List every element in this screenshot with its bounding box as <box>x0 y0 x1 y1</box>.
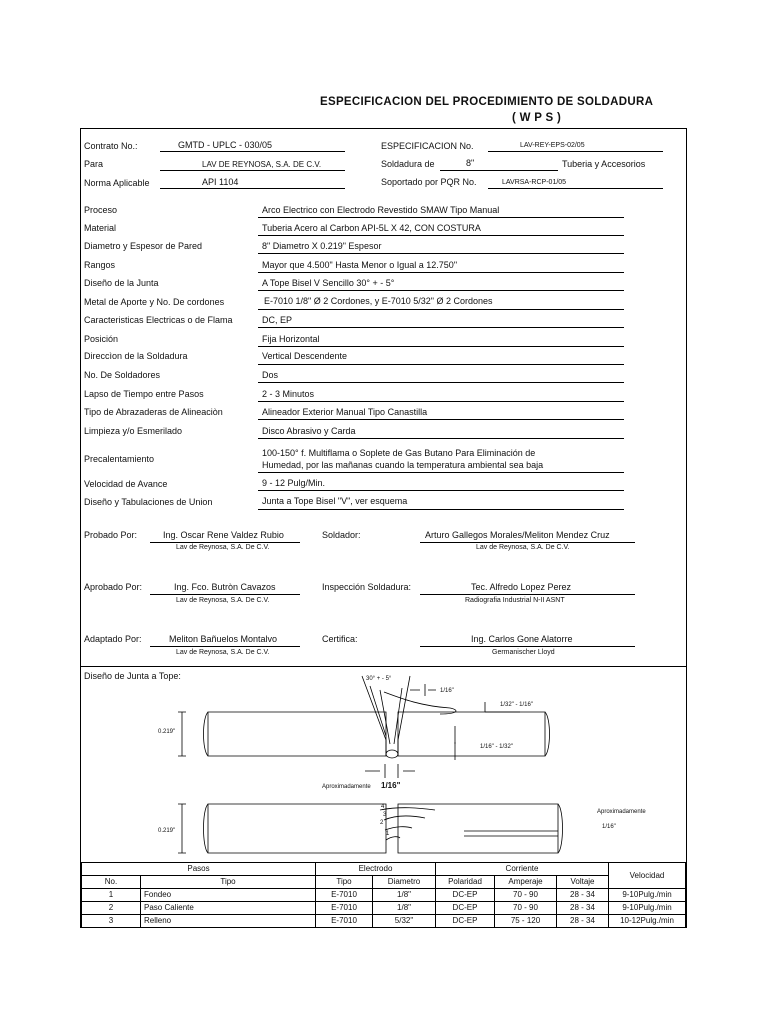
precal-line2: Humedad, por las mañanas cuando la temperatura ambiental sea baja <box>262 460 544 470</box>
sig-left-name: Ing. Oscar Rene Valdez Rubio <box>163 530 284 540</box>
passes-table <box>81 862 686 928</box>
diagram-title: Diseño de Junta a Tope: <box>84 671 181 681</box>
cell-no: 2 <box>82 902 141 915</box>
sig-left-org: Lav de Reynosa, S.A. De C.V. <box>176 649 270 656</box>
norma-value: API 1104 <box>202 177 239 187</box>
diagram-gap-top: 1/16" <box>440 688 454 694</box>
pass-number: 1 <box>386 831 390 837</box>
cell-pol: DC-EP <box>436 915 495 928</box>
pqr-label: Soportado por PQR No. <box>381 177 477 187</box>
diagram-thickness-2: 0.219" <box>158 828 176 834</box>
sig-right-org: Radiografia Industrial N-II ASNT <box>465 597 565 604</box>
spec-label: No. De Soldadores <box>84 370 161 380</box>
spec-label: Direccìon de la Soldadura <box>84 351 188 361</box>
sig-left-org: Lav de Reynosa, S.A. De C.V. <box>176 544 270 551</box>
cell-diam: 1/8" <box>373 889 436 902</box>
diagram-aprox-2: Aproximadamente <box>597 809 646 815</box>
contrato-value: GMTD - UPLC - 030/05 <box>178 140 273 150</box>
spec-value: Junta a Tope Bisel "V", ver esquema <box>262 496 408 506</box>
th-pasos: Pasos <box>82 863 316 876</box>
spec-value: DC, EP <box>262 315 293 325</box>
th-etipo: Tipo <box>316 876 373 889</box>
cell-no: 1 <box>82 889 141 902</box>
table-row <box>82 915 686 928</box>
sig-left-name: Meliton Bañuelos Montalvo <box>169 634 278 644</box>
cell-etipo: E-7010 <box>316 915 373 928</box>
espec-value: LAV-REY-EPS-02/05 <box>520 142 585 149</box>
para-label: Para <box>84 159 104 169</box>
cell-vel: 10-12Pulg./min <box>609 915 686 928</box>
spec-label: Metal de Aporte y No. De cordones <box>84 297 225 307</box>
spec-value: Alineador Exterior Manual Tipo Canastilla <box>262 407 428 417</box>
pqr-value: LAVRSA-RCP-01/05 <box>502 179 567 186</box>
th-no: No. <box>82 876 141 889</box>
spec-value: A Tope Bisel V Sencillo 30° + - 5° <box>262 278 395 288</box>
spec-label: Diametro y Espesor de Pared <box>84 241 203 251</box>
precal-label: Precalentamiento <box>84 454 155 464</box>
th-polaridad: Polaridad <box>436 876 495 889</box>
spec-value: Vertical Descendente <box>262 351 348 361</box>
table-row <box>82 902 686 915</box>
diagram-gap-2: 1/16" <box>602 824 616 830</box>
cell-tipo: Paso Caliente <box>141 902 316 915</box>
cell-pol: DC-EP <box>436 889 495 902</box>
precal-line1: 100-150° f. Multiflama o Soplete de Gas Butano Para Eliminación de <box>262 448 536 458</box>
sig-left-label: Adaptado Por: <box>84 634 142 644</box>
spec-value: Dos <box>262 370 279 380</box>
diagram-thickness-1: 0.219" <box>158 729 176 735</box>
soldadura-label: Soldadura de <box>381 159 435 169</box>
cell-vel: 9-10Pulg./min <box>609 889 686 902</box>
cell-pol: DC-EP <box>436 902 495 915</box>
diagram-root: 1/16" - 1/32" <box>480 744 513 750</box>
spec-value: Mayor que 4.500" Hasta Menor o Igual a 12.750" <box>262 260 458 270</box>
diagram-aprox-1: Aproximadamente <box>322 784 371 790</box>
cell-amp: 70 - 90 <box>495 889 557 902</box>
cell-etipo: E-7010 <box>316 902 373 915</box>
th-velocidad: Velocidad <box>609 863 686 889</box>
cell-diam: 1/8" <box>373 902 436 915</box>
spec-value: Disco Abrasivo y Carda <box>262 426 356 436</box>
soldadura-suffix: Tuberia y Accesorios <box>562 159 646 169</box>
spec-label: Material <box>84 223 117 233</box>
sig-right-org: Lav de Reynosa, S.A. De C.V. <box>476 544 570 551</box>
sig-left-label: Probado Por: <box>84 530 138 540</box>
spec-value: 9 - 12 Pulg/Min. <box>262 478 326 488</box>
pass-number: 3 <box>383 812 387 818</box>
page-title: ESPECIFICACION DEL PROCEDIMIENTO DE SOLDADURA <box>320 96 654 108</box>
para-value: LAV DE REYNOSA, S.A. DE C.V. <box>202 160 322 169</box>
th-tipo: Tipo <box>141 876 316 889</box>
espec-label: ESPECIFICACION No. <box>381 141 474 151</box>
th-voltaje: Voltaje <box>557 876 609 889</box>
diagram-angle: 30° + - 5° <box>366 676 392 682</box>
cell-vel: 9-10Pulg./min <box>609 902 686 915</box>
sig-right-name: Arturo Gallegos Morales/Meliton Mendez Cruz <box>425 530 610 540</box>
spec-label: Diseño de la Junta <box>84 278 159 288</box>
spec-label: Rangos <box>84 260 116 270</box>
spec-label: Tipo de Abrazaderas de Alineaciòn <box>84 407 223 417</box>
th-amperaje: Amperaje <box>495 876 557 889</box>
cell-volt: 28 - 34 <box>557 889 609 902</box>
cell-amp: 70 - 90 <box>495 902 557 915</box>
spec-value: Fija Horizontal <box>262 334 320 344</box>
th-corriente: Corriente <box>436 863 609 876</box>
cell-volt: 28 - 34 <box>557 902 609 915</box>
spec-label: Limpieza y/o Esmerilado <box>84 426 183 436</box>
spec-label: Caracteristicas Electricas o de Flama <box>84 315 233 325</box>
cell-tipo: Fondeo <box>141 889 316 902</box>
spec-label: Proceso <box>84 205 118 215</box>
sig-left-name: Ing. Fco. Butròn Cavazos <box>174 582 276 592</box>
spec-label: Diseño y Tabulaciones de Union <box>84 497 213 507</box>
spec-label: Lapso de Tiempo entre Pasos <box>84 389 204 399</box>
diagram-gap-bottom: 1/16" <box>381 781 401 790</box>
spec-label: Posición <box>84 334 119 344</box>
cell-amp: 75 - 120 <box>495 915 557 928</box>
sig-right-name: Ing. Carlos Gone Alatorre <box>471 634 573 644</box>
spec-value: Arco Electrico con Electrodo Revestido SMAW Tipo Manual <box>262 205 500 215</box>
diagram-land: 1/32" - 1/16" <box>500 702 533 708</box>
spec-label: Velocidad de Avance <box>84 479 168 489</box>
cell-tipo: Relleno <box>141 915 316 928</box>
table-row <box>82 889 686 902</box>
th-electrodo: Electrodo <box>316 863 436 876</box>
th-diametro: Diametro <box>373 876 436 889</box>
sig-left-org: Lav de Reynosa, S.A. De C.V. <box>176 597 270 604</box>
cell-volt: 28 - 34 <box>557 915 609 928</box>
soldadura-value: 8" <box>466 158 475 168</box>
sig-right-label: Soldador: <box>322 530 361 540</box>
spec-value: 2 - 3 Minutos <box>262 389 315 399</box>
norma-label: Norma Aplicable <box>84 178 150 188</box>
page-subtitle: ( W P S ) <box>512 112 562 124</box>
spec-value: Tuberia Acero al Carbon API-5L X 42, CON COSTURA <box>262 223 481 233</box>
sig-left-label: Aprobado Por: <box>84 582 143 592</box>
cell-etipo: E-7010 <box>316 889 373 902</box>
pass-number: 4 <box>381 804 385 810</box>
contrato-label: Contrato No.: <box>84 141 138 151</box>
spec-value: 8" Diametro X 0.219" Espesor <box>262 241 382 251</box>
sig-right-name: Tec. Alfredo Lopez Perez <box>471 582 572 592</box>
sig-right-label: Certifica: <box>322 634 358 644</box>
sig-right-label: Inspección Soldadura: <box>322 582 412 592</box>
pass-number: 2 <box>380 820 384 826</box>
sig-right-org: Germanischer Lloyd <box>492 649 555 656</box>
spec-value: E-7010 1/8" Ø 2 Cordones, y E-7010 5/32" Ø 2 Cordones <box>264 296 493 306</box>
cell-no: 3 <box>82 915 141 928</box>
cell-diam: 5/32" <box>373 915 436 928</box>
